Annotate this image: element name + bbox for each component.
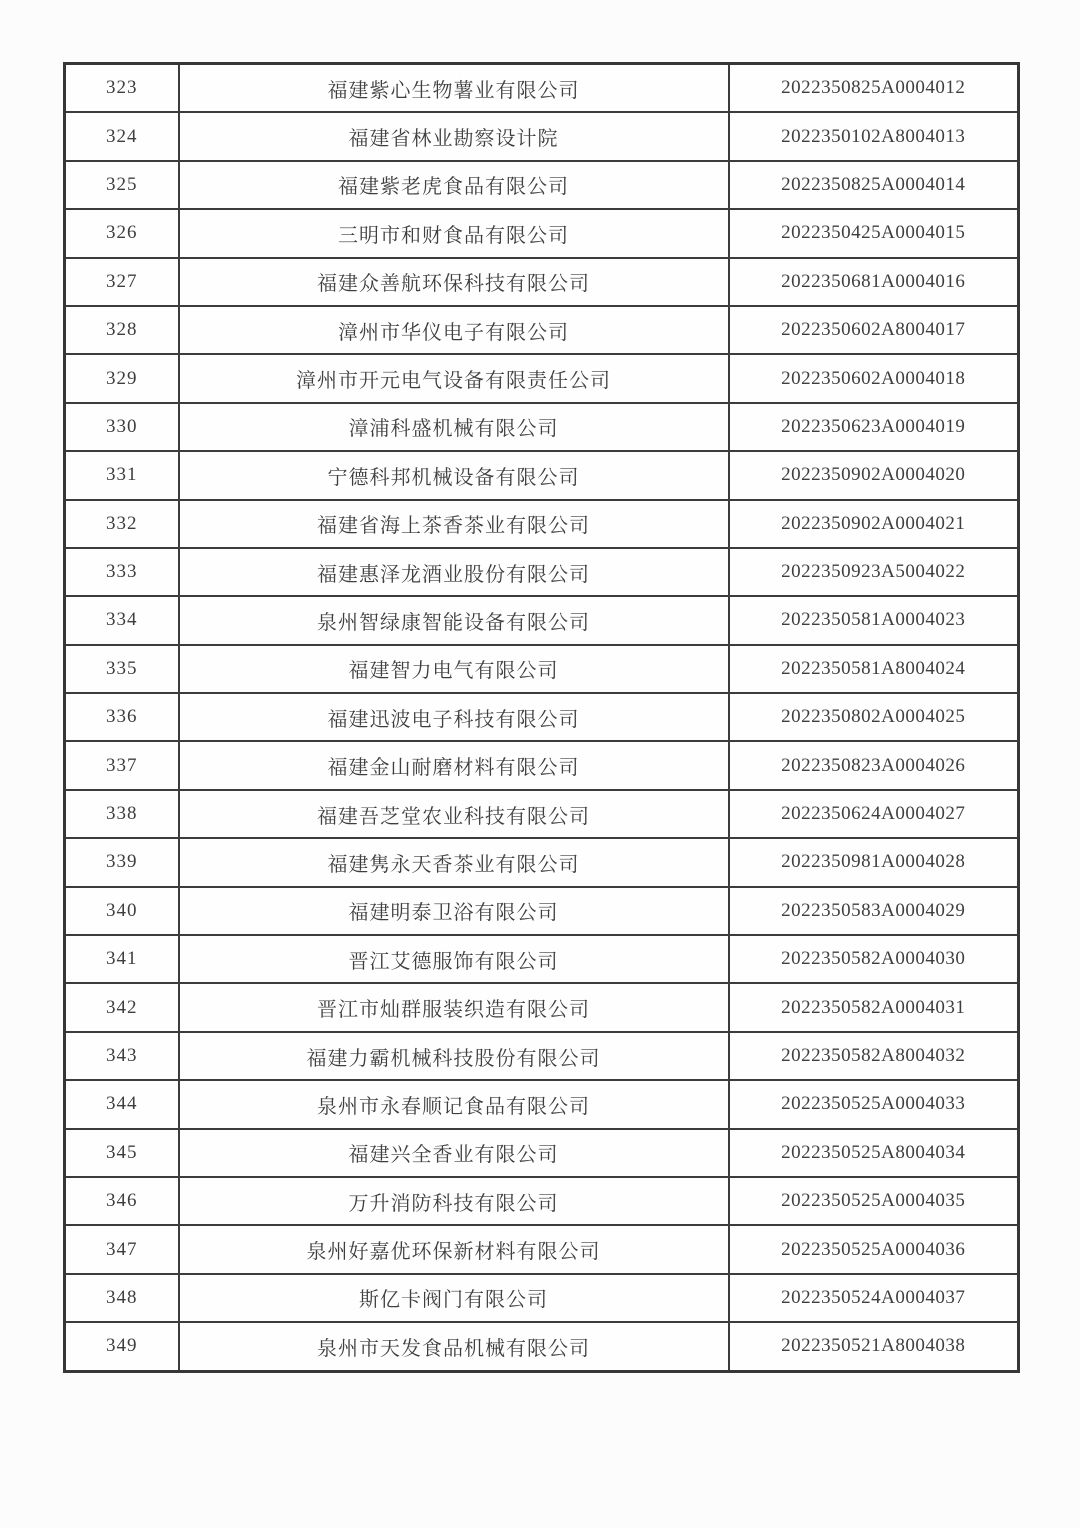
row-index-cell: 323 — [65, 64, 179, 113]
registration-code-cell: 2022350102A8004013 — [729, 112, 1019, 160]
row-index-cell: 344 — [65, 1080, 179, 1128]
company-name-cell: 泉州好嘉优环保新材料有限公司 — [179, 1225, 729, 1273]
registration-code-cell: 2022350802A0004025 — [729, 693, 1019, 741]
company-list-table — [63, 62, 1020, 1373]
company-name-cell: 宁德科邦机械设备有限公司 — [179, 451, 729, 499]
table-row — [65, 112, 1019, 160]
row-index-cell: 328 — [65, 306, 179, 354]
row-index-cell: 329 — [65, 354, 179, 402]
row-index-cell: 334 — [65, 596, 179, 644]
registration-code-cell: 2022350624A0004027 — [729, 790, 1019, 838]
registration-code-cell: 2022350521A8004038 — [729, 1322, 1019, 1371]
row-index-cell: 342 — [65, 983, 179, 1031]
table-row — [65, 306, 1019, 354]
row-index-cell: 337 — [65, 741, 179, 789]
company-name-cell: 晋江市灿群服装织造有限公司 — [179, 983, 729, 1031]
row-index-cell: 349 — [65, 1322, 179, 1371]
row-index-cell: 338 — [65, 790, 179, 838]
table-row — [65, 161, 1019, 209]
registration-code-cell: 2022350582A0004031 — [729, 983, 1019, 1031]
table-row — [65, 838, 1019, 886]
table-row — [65, 935, 1019, 983]
registration-code-cell: 2022350425A0004015 — [729, 209, 1019, 257]
table-row — [65, 1177, 1019, 1225]
registration-code-cell: 2022350623A0004019 — [729, 403, 1019, 451]
company-name-cell: 福建众善航环保科技有限公司 — [179, 258, 729, 306]
registration-code-cell: 2022350581A0004023 — [729, 596, 1019, 644]
registration-code-cell: 2022350825A0004014 — [729, 161, 1019, 209]
row-index-cell: 326 — [65, 209, 179, 257]
company-name-cell: 福建力霸机械科技股份有限公司 — [179, 1032, 729, 1080]
registration-code-cell: 2022350525A0004036 — [729, 1225, 1019, 1273]
table-row — [65, 1274, 1019, 1322]
registration-code-cell: 2022350923A5004022 — [729, 548, 1019, 596]
table-row — [65, 548, 1019, 596]
row-index-cell: 330 — [65, 403, 179, 451]
company-name-cell: 福建省海上茶香茶业有限公司 — [179, 500, 729, 548]
registration-code-cell: 2022350902A0004021 — [729, 500, 1019, 548]
company-name-cell: 三明市和财食品有限公司 — [179, 209, 729, 257]
row-index-cell: 327 — [65, 258, 179, 306]
registration-code-cell: 2022350902A0004020 — [729, 451, 1019, 499]
company-name-cell: 斯亿卡阀门有限公司 — [179, 1274, 729, 1322]
table-row — [65, 258, 1019, 306]
table-row — [65, 403, 1019, 451]
company-name-cell: 漳州市华仪电子有限公司 — [179, 306, 729, 354]
company-name-cell: 福建惠泽龙酒业股份有限公司 — [179, 548, 729, 596]
table-row — [65, 1032, 1019, 1080]
company-name-cell: 晋江艾德服饰有限公司 — [179, 935, 729, 983]
company-name-cell: 漳浦科盛机械有限公司 — [179, 403, 729, 451]
registration-code-cell: 2022350581A8004024 — [729, 645, 1019, 693]
row-index-cell: 343 — [65, 1032, 179, 1080]
registration-code-cell: 2022350524A0004037 — [729, 1274, 1019, 1322]
row-index-cell: 325 — [65, 161, 179, 209]
registration-code-cell: 2022350823A0004026 — [729, 741, 1019, 789]
table-row — [65, 741, 1019, 789]
company-name-cell: 福建明泰卫浴有限公司 — [179, 887, 729, 935]
table-row — [65, 64, 1019, 113]
row-index-cell: 332 — [65, 500, 179, 548]
company-name-cell: 泉州市天发食品机械有限公司 — [179, 1322, 729, 1371]
company-name-cell: 万升消防科技有限公司 — [179, 1177, 729, 1225]
table-row — [65, 451, 1019, 499]
company-name-cell: 福建紫老虎食品有限公司 — [179, 161, 729, 209]
registration-code-cell: 2022350525A0004033 — [729, 1080, 1019, 1128]
table-row — [65, 790, 1019, 838]
registration-code-cell: 2022350602A8004017 — [729, 306, 1019, 354]
row-index-cell: 324 — [65, 112, 179, 160]
registration-code-cell: 2022350525A0004035 — [729, 1177, 1019, 1225]
table-row — [65, 354, 1019, 402]
table-row — [65, 983, 1019, 1031]
table-row — [65, 645, 1019, 693]
row-index-cell: 345 — [65, 1129, 179, 1177]
row-index-cell: 335 — [65, 645, 179, 693]
registration-code-cell: 2022350582A0004030 — [729, 935, 1019, 983]
table-row — [65, 693, 1019, 741]
table-row — [65, 209, 1019, 257]
registration-code-cell: 2022350825A0004012 — [729, 64, 1019, 113]
registration-code-cell: 2022350525A8004034 — [729, 1129, 1019, 1177]
company-name-cell: 福建隽永天香茶业有限公司 — [179, 838, 729, 886]
table-row — [65, 1322, 1019, 1371]
row-index-cell: 340 — [65, 887, 179, 935]
company-name-cell: 福建迅波电子科技有限公司 — [179, 693, 729, 741]
company-name-cell: 福建智力电气有限公司 — [179, 645, 729, 693]
company-name-cell: 福建金山耐磨材料有限公司 — [179, 741, 729, 789]
row-index-cell: 336 — [65, 693, 179, 741]
company-name-cell: 泉州智绿康智能设备有限公司 — [179, 596, 729, 644]
row-index-cell: 341 — [65, 935, 179, 983]
row-index-cell: 346 — [65, 1177, 179, 1225]
row-index-cell: 339 — [65, 838, 179, 886]
table-row — [65, 500, 1019, 548]
company-name-cell: 泉州市永春顺记食品有限公司 — [179, 1080, 729, 1128]
company-name-cell: 福建兴全香业有限公司 — [179, 1129, 729, 1177]
row-index-cell: 331 — [65, 451, 179, 499]
row-index-cell: 333 — [65, 548, 179, 596]
company-name-cell: 福建紫心生物薯业有限公司 — [179, 64, 729, 113]
table-row — [65, 1080, 1019, 1128]
table-row — [65, 596, 1019, 644]
company-list-table-wrap — [63, 62, 1017, 1373]
registration-code-cell: 2022350602A0004018 — [729, 354, 1019, 402]
company-name-cell: 漳州市开元电气设备有限责任公司 — [179, 354, 729, 402]
table-row — [65, 887, 1019, 935]
row-index-cell: 347 — [65, 1225, 179, 1273]
registration-code-cell: 2022350981A0004028 — [729, 838, 1019, 886]
company-name-cell: 福建吾芝堂农业科技有限公司 — [179, 790, 729, 838]
table-row — [65, 1225, 1019, 1273]
registration-code-cell: 2022350582A8004032 — [729, 1032, 1019, 1080]
company-name-cell: 福建省林业勘察设计院 — [179, 112, 729, 160]
row-index-cell: 348 — [65, 1274, 179, 1322]
table-row — [65, 1129, 1019, 1177]
registration-code-cell: 2022350681A0004016 — [729, 258, 1019, 306]
registration-code-cell: 2022350583A0004029 — [729, 887, 1019, 935]
table-body — [65, 64, 1019, 1372]
